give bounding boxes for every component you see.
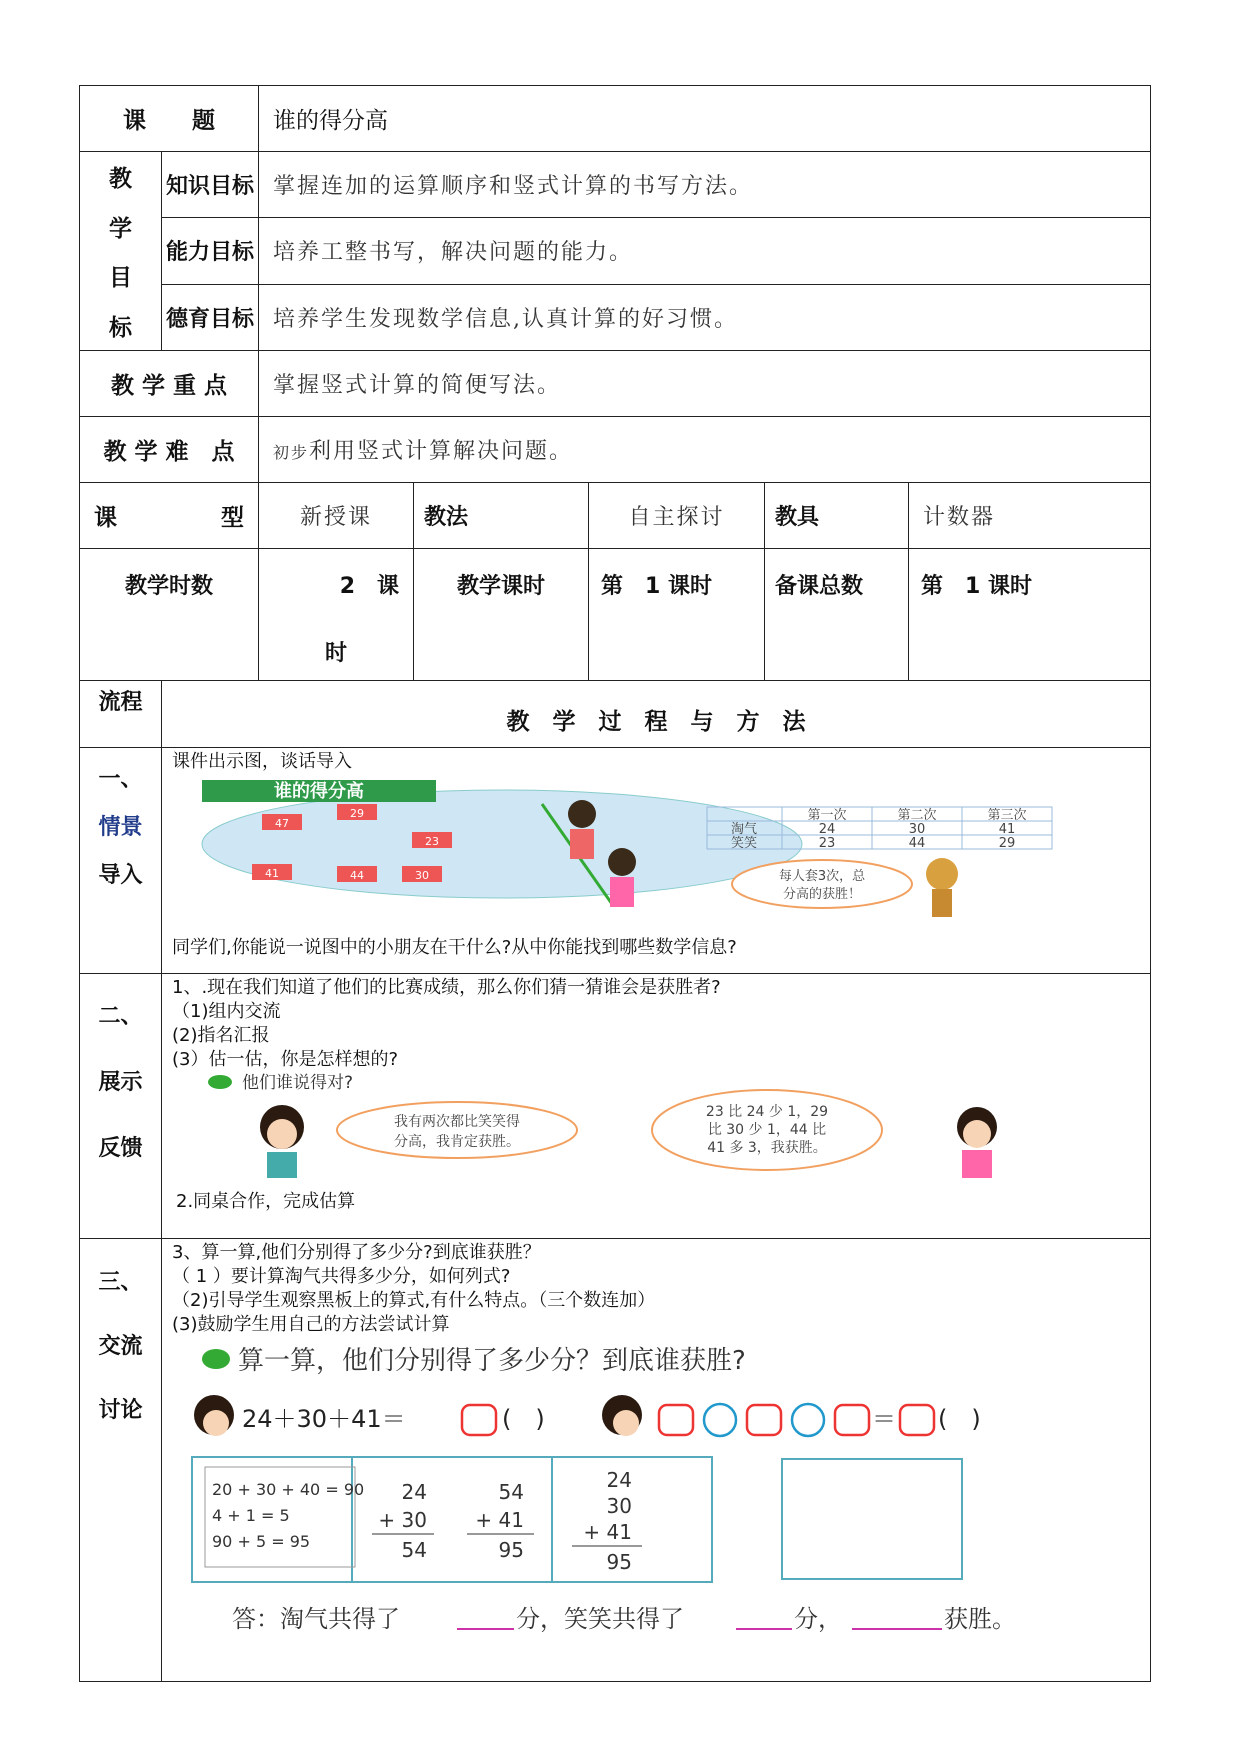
difficulty-value-small: 初步 <box>273 443 310 462</box>
girl-op-2 <box>792 1404 824 1436</box>
play-area <box>202 790 802 898</box>
lesson-type-value: 新授课 <box>259 483 414 549</box>
ring-num-6: 30 <box>415 869 429 882</box>
girl-body-icon <box>610 877 634 907</box>
card1-line-3: 90 + 5 = 95 <box>212 1532 311 1551</box>
lesson-type-label <box>80 483 259 549</box>
ring-num-2: 29 <box>350 807 364 820</box>
total-hours-value-b: 时 <box>325 641 348 666</box>
section-2-label-3: 反馈 <box>98 1136 143 1161</box>
section-2-line-4: (3）估一估，你是怎样想的? <box>172 1049 399 1070</box>
card1-line-1: 20 + 30 + 40 = 90 <box>212 1480 365 1499</box>
section-2-label-1: 二、 <box>98 1004 143 1029</box>
section-1-footer: 同学们,你能说一说图中的小朋友在干什么?从中你能找到哪些数学信息? <box>172 937 737 958</box>
ring-num-4: 41 <box>265 867 279 880</box>
card2b-line-3: 95 <box>498 1538 524 1562</box>
boy-paren: ( ) <box>502 1405 545 1433</box>
girl-box-2 <box>747 1405 781 1435</box>
goals-char-3: 目 <box>109 265 132 292</box>
tool-value: 计数器 <box>909 483 1151 549</box>
score-row-1-v3: 41 <box>998 822 1016 837</box>
goals-char-1: 教 <box>109 166 132 193</box>
discussion-svg <box>172 1072 1132 1186</box>
dog-bubble-line-1: 每人套3次，总 <box>778 869 866 884</box>
moral-goal-value: 培养学生发现数学信息,认真计算的好习惯。 <box>259 284 1151 350</box>
section-3-label-2: 交流 <box>98 1334 143 1359</box>
goals-char-2: 学 <box>109 215 132 242</box>
score-head-1: 第一次 <box>807 808 847 823</box>
ring-num-3: 23 <box>425 835 439 848</box>
topic-label: 课 题 <box>80 86 259 152</box>
knowledge-goal-label: 知识目标 <box>162 152 259 218</box>
card2a-line-1: 24 <box>401 1480 427 1504</box>
banner-text: 谁的得分高 <box>274 781 364 802</box>
key-point-value: 掌握竖式计算的简便写法。 <box>259 351 1151 417</box>
prompt-bullet-icon <box>208 1075 232 1089</box>
score-head-2: 第二次 <box>897 808 937 823</box>
girl-answer-box <box>900 1405 934 1435</box>
knowledge-goal-value: 掌握连加的运算顺序和竖式计算的书写方法。 <box>259 152 1151 218</box>
dog-bubble-line-2: 分高的获胜！ <box>782 887 862 902</box>
prompt-text: 他们谁说得对? <box>242 1073 354 1093</box>
card2b-line-2: + 41 <box>475 1508 524 1532</box>
difficulty-label: 教 学 难 点 <box>80 417 259 483</box>
section-3-label <box>80 1239 162 1682</box>
total-hours-value <box>259 549 414 681</box>
score-row-1-v1: 24 <box>818 822 836 837</box>
score-row-2-v3: 29 <box>998 836 1016 851</box>
boy-figure-icon <box>568 800 596 828</box>
boy-bubble-line-1: 我有两次都比笑笑得 <box>394 1114 520 1130</box>
boy-bubble-line-2: 分高，我肯定获胜。 <box>394 1134 520 1150</box>
girl-paren: ( ) <box>938 1405 981 1433</box>
score-row-2-name: 笑笑 <box>730 836 758 851</box>
card2a-line-3: 54 <box>401 1538 427 1562</box>
girl-dress-icon <box>962 1150 992 1178</box>
section-2-line-3: (2)指名汇报 <box>172 1025 270 1046</box>
girl-bubble-line-3: 41 多 3，我获胜。 <box>707 1140 827 1156</box>
total-hours-value-a: 2 课 <box>339 574 399 599</box>
card1-line-2: 4 + 1 = 5 <box>212 1506 290 1525</box>
card3-line-2: 30 <box>606 1494 632 1518</box>
section-1-line-1: 课件出示图，谈话导入 <box>172 751 352 772</box>
score-row-2-v2: 44 <box>908 836 926 851</box>
goals-char-4: 标 <box>109 314 132 341</box>
boy-shirt-icon <box>267 1152 297 1178</box>
score-row-2-v1: 23 <box>818 836 836 851</box>
topic-value: 谁的得分高 <box>259 86 1151 152</box>
prep-label: 备课总数 <box>765 549 909 681</box>
section-3-line-3: （2)引导学生观察黑板上的算式,有什么特点。（三个数连加） <box>172 1290 656 1311</box>
card3-line-3: + 41 <box>583 1520 632 1544</box>
section-3-line-1: 3、算一算,他们分别得了多少分?到底谁获胜？ <box>172 1242 541 1263</box>
section-2-label <box>80 974 162 1239</box>
key-point-label: 教 学 重 点 <box>80 351 259 417</box>
girl-avatar-face-icon <box>613 1410 639 1436</box>
section-2-line-2: （1)组内交流 <box>172 1001 281 1022</box>
card2a-line-2: + 30 <box>378 1508 427 1532</box>
card2b-line-1: 54 <box>498 1480 524 1504</box>
lesson-type-label-b: 型 <box>221 505 244 531</box>
girl-box-3 <box>835 1405 869 1435</box>
moral-goal-label: 德育目标 <box>162 284 259 350</box>
section-3-content <box>162 1239 1151 1682</box>
section-1-label <box>80 748 162 974</box>
method-label: 教法 <box>414 483 589 549</box>
period-value: 第 1 课时 <box>589 549 765 681</box>
tool-label: 教具 <box>765 483 909 549</box>
difficulty-value: 利用竖式计算解决问题。 <box>309 439 574 464</box>
section-1-content <box>162 748 1151 974</box>
score-row-1-name: 淘气 <box>730 822 758 837</box>
ability-goal-value: 培养工整书写，解决问题的能力。 <box>259 218 1151 284</box>
section-2-line-1: 1、.现在我们知道了他们的比赛成绩，那么你们猜一猜谁会是获胜者? <box>172 977 721 998</box>
scene-illustration <box>172 774 1140 932</box>
card3-line-1: 24 <box>606 1468 632 1492</box>
section-2-footer: 2.同桌合作，完成估算 <box>176 1191 356 1212</box>
goals-group-label <box>80 152 162 351</box>
period-label: 教学课时 <box>414 549 589 681</box>
card3-line-4: 95 <box>606 1550 632 1574</box>
section-2-content <box>162 974 1151 1239</box>
dog-body-icon <box>932 889 952 917</box>
boy-answer-box <box>462 1405 496 1435</box>
answer-part-2: 分，笑笑共得了 <box>516 1605 684 1633</box>
boy-avatar-face-icon <box>203 1410 229 1436</box>
lesson-plan-page <box>79 85 1150 1684</box>
boy-body-icon <box>570 829 594 859</box>
flow-label: 流程 <box>80 681 162 748</box>
calc-bullet-icon <box>202 1349 230 1369</box>
discussion-illustration <box>172 1072 1140 1186</box>
ring-num-5: 44 <box>350 869 364 882</box>
section-1-label-1: 一、 <box>98 767 143 792</box>
total-hours-label: 教学时数 <box>80 549 259 681</box>
girl-face-icon <box>963 1120 991 1148</box>
section-3-label-1: 三、 <box>98 1270 143 1295</box>
girl-bubble-line-2: 比 30 少 1，44 比 <box>707 1122 827 1138</box>
boy-expression: 24＋30＋41＝ <box>242 1405 406 1433</box>
answer-part-3: 分， <box>794 1605 842 1633</box>
girl-bubble-line-1: 23 比 24 少 1，29 <box>705 1104 829 1120</box>
girl-box-1 <box>659 1405 693 1435</box>
lesson-plan-table <box>79 85 1151 1682</box>
ring-num-1: 47 <box>275 817 289 830</box>
method-value: 自主探讨 <box>589 483 765 549</box>
section-3-label-3: 讨论 <box>98 1398 143 1423</box>
calc-prompt: 算一算，他们分别得了多少分？到底谁获胜? <box>238 1346 746 1376</box>
answer-part-4: 获胜。 <box>944 1605 1016 1633</box>
boy-face-icon <box>267 1119 297 1149</box>
section-3-line-2: （ 1 ）要计算淘气共得多少分，如何列式? <box>172 1266 511 1287</box>
section-3-line-4: (3)鼓励学生用自己的方法尝试计算 <box>172 1314 450 1335</box>
score-row-1-v2: 30 <box>908 822 926 837</box>
answer-part-1: 答：淘气共得了 <box>232 1605 400 1633</box>
dog-figure-icon <box>926 858 958 890</box>
blank-work-card <box>782 1459 962 1579</box>
section-1-label-2: 情景 <box>98 815 143 840</box>
calculation-svg <box>172 1337 1132 1657</box>
girl-figure-icon <box>608 848 636 876</box>
lesson-type-label-a: 课 <box>94 505 117 531</box>
girl-equals: ＝ <box>872 1405 896 1433</box>
girl-op-1 <box>704 1404 736 1436</box>
section-2-label-2: 展示 <box>98 1070 143 1095</box>
score-head-3: 第三次 <box>987 808 1027 823</box>
calculation-illustration <box>172 1337 1140 1657</box>
ability-goal-label: 能力目标 <box>162 218 259 284</box>
section-1-label-3: 导入 <box>98 863 143 888</box>
difficulty-value-cell <box>259 417 1151 483</box>
scene-svg <box>172 774 1132 932</box>
prep-value: 第 1 课时 <box>909 549 1151 681</box>
process-title: 教 学 过 程 与 方 法 <box>162 681 1151 748</box>
